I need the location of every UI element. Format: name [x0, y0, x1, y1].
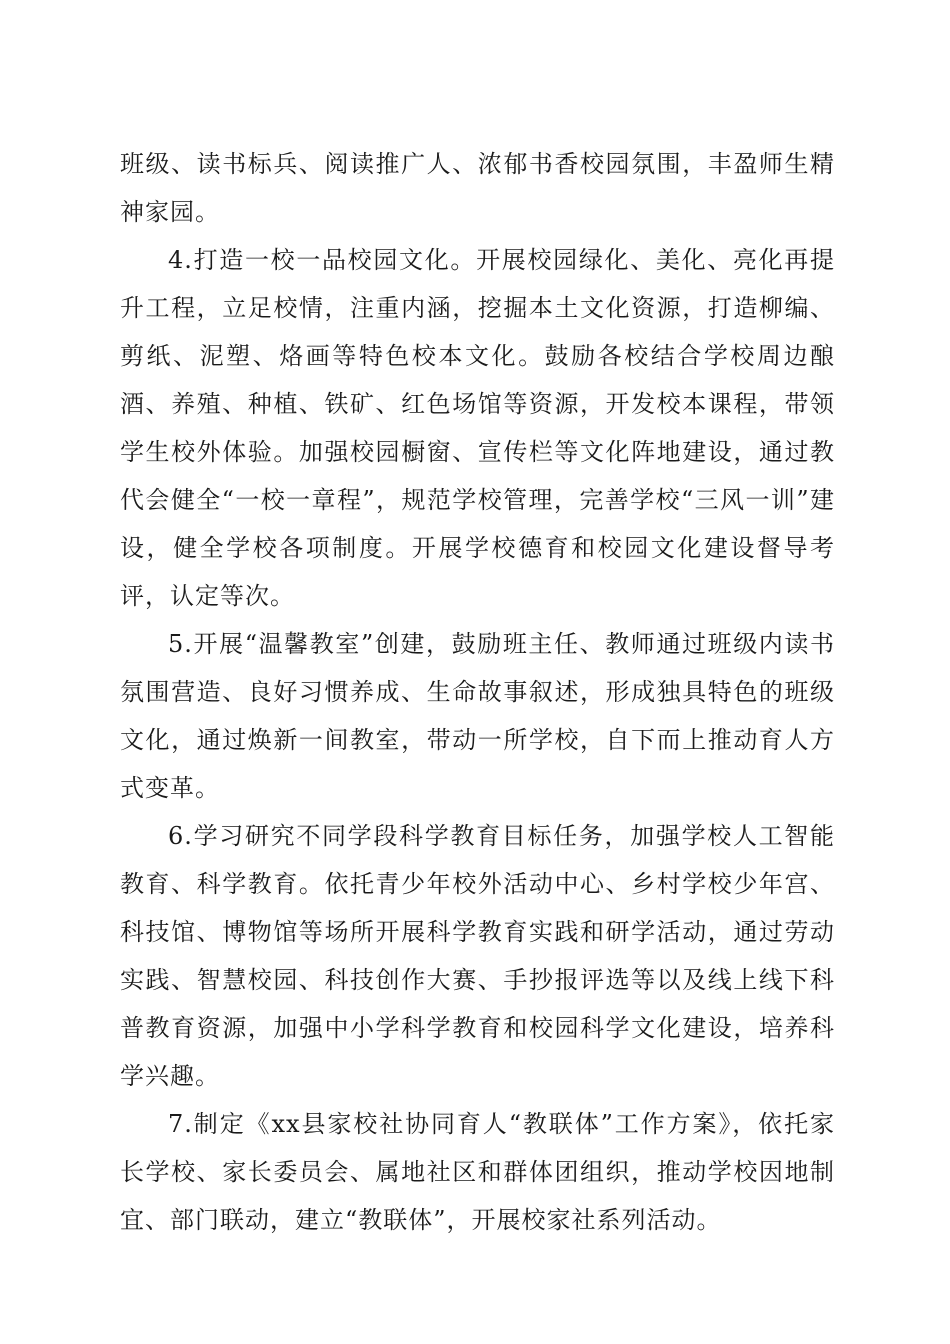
paragraph-item-6: 6.学习研究不同学段科学教育目标任务，加强学校人工智能教育、科学教育。依托青少年校外活动中心、乡村学校少年宫、科技馆、博物馆等场所开展科学教育实践和研学活动，通过劳动实践、智慧校园、科技创作大赛、手抄报评选等以及线上线下科普教育资源，加强中小学科学教育和校园科学文化建设，培养科学兴趣。: [120, 822, 835, 1090]
paragraph-item-5: 5.开展“温馨教室”创建，鼓励班主任、教师通过班级内读书氛围营造、良好习惯养成、生命故事叙述，形成独具特色的班级文化，通过焕新一间教室，带动一所学校，自下而上推动育人方式变革。: [120, 630, 835, 802]
paragraph-item-4: 4.打造一校一品校园文化。开展校园绿化、美化、亮化再提升工程，立足校情，注重内涵，挖掘本土文化资源，打造柳编、剪纸、泥塑、烙画等特色校本文化。鼓励各校结合学校周边酿酒、养殖、种植、铁矿、红色场馆等资源，开发校本课程，带领学生校外体验。加强校园橱窗、宣传栏等文化阵地建设，通过教代会健全“一校一章程”，规范学校管理，完善学校“三风一训”建设，健全学校各项制度。开展学校德育和校园文化建设督导考评，认定等次。: [120, 246, 835, 610]
paragraph-item-7: 7.制定《xx县家校社协同育人“教联体”工作方案》，依托家长学校、家长委员会、属地社区和群体团组织，推动学校因地制宜、部门联动，建立“教联体”，开展校家社系列活动。: [120, 1110, 835, 1234]
document-body: [120, 140, 835, 1244]
paragraph-continuation: 班级、读书标兵、阅读推广人、浓郁书香校园氛围，丰盈师生精神家园。: [120, 150, 835, 226]
